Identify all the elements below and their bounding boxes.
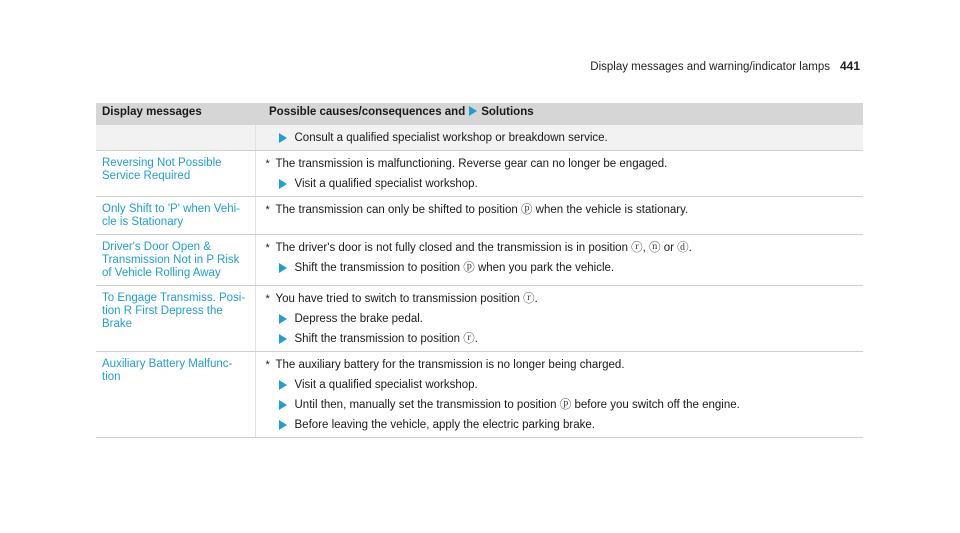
- solution-arrow-icon: [279, 312, 295, 326]
- solution-arrow-icon: [279, 131, 295, 145]
- causes-solutions-cell: [255, 125, 863, 151]
- arrow-glyph: [279, 420, 287, 430]
- causes-solutions-cell: [255, 197, 863, 235]
- solution-line: [266, 398, 858, 412]
- solution-arrow-icon: [279, 177, 295, 191]
- solution-line: [266, 177, 858, 191]
- table-header-row: [96, 103, 863, 125]
- display-message-text: Auxiliary Battery Malfunc-tion: [102, 358, 233, 383]
- table-body: [96, 125, 863, 438]
- cause-marker: *: [265, 242, 270, 254]
- column-header-causes-solutions: [255, 103, 863, 125]
- cause-line: [266, 157, 858, 171]
- causes-solutions-cell: [255, 235, 863, 286]
- cause-line: [266, 241, 858, 255]
- cause-line: [266, 203, 858, 217]
- solution-text: Shift the transmission to position ⓡ.: [294, 333, 478, 345]
- cause-marker: *: [265, 293, 270, 305]
- table-row: [96, 352, 863, 438]
- solution-arrow-icon: [279, 378, 295, 392]
- message-cell: [96, 151, 255, 197]
- solution-text: Depress the brake pedal.: [294, 313, 423, 325]
- arrow-glyph: [279, 263, 287, 273]
- display-message-text: Reversing Not Possible Service Required: [102, 157, 222, 182]
- column-header-prefix: Possible causes/consequences and: [269, 106, 466, 118]
- cause-marker: *: [265, 158, 270, 170]
- solution-line: [266, 418, 858, 432]
- display-messages-table: [96, 103, 863, 438]
- table-row: [96, 235, 863, 286]
- table-row: [96, 125, 863, 151]
- arrow-glyph: [279, 314, 287, 324]
- table-row: [96, 286, 863, 352]
- arrow-glyph: [279, 400, 287, 410]
- solution-line: [266, 378, 858, 392]
- solution-text: Consult a qualified specialist workshop or breakdown service.: [294, 132, 608, 144]
- table-row: [96, 197, 863, 235]
- causes-solutions-cell: [255, 151, 863, 197]
- page-number: 441: [839, 59, 860, 73]
- display-message-text: Driver's Door Open & Transmission Not in P Risk of Vehicle Rolling Away: [102, 241, 240, 279]
- page-header: [590, 59, 860, 73]
- message-cell: [96, 125, 255, 151]
- solution-line: [266, 131, 858, 145]
- cause-text: The transmission is malfunctioning. Reverse gear can no longer be engaged.: [275, 158, 668, 170]
- solution-text: Before leaving the vehicle, apply the electric parking brake.: [294, 419, 595, 431]
- cause-text: The driver's door is not fully closed and the transmission is in position ⓡ, ⓝ or ⓓ.: [275, 242, 692, 254]
- solution-arrow-icon: [279, 418, 295, 432]
- solution-arrow-icon: [469, 106, 477, 116]
- column-header-suffix: Solutions: [481, 106, 534, 118]
- cause-line: [266, 358, 858, 372]
- causes-solutions-cell: [255, 352, 863, 438]
- table-row: [96, 151, 863, 197]
- message-cell: [96, 235, 255, 286]
- solution-text: Visit a qualified specialist workshop.: [294, 379, 478, 391]
- arrow-glyph: [279, 380, 287, 390]
- column-header-display-messages: Display messages: [96, 103, 255, 125]
- cause-text: The auxiliary battery for the transmission is no longer being charged.: [275, 359, 625, 371]
- display-message-text: Only Shift to 'P' when Vehi-cle is Stationary: [102, 203, 240, 228]
- message-cell: [96, 286, 255, 352]
- solution-text: Shift the transmission to position ⓟ when you park the vehicle.: [294, 262, 615, 274]
- causes-solutions-cell: [255, 286, 863, 352]
- message-cell: [96, 352, 255, 438]
- message-cell: [96, 197, 255, 235]
- solution-arrow-icon: [279, 261, 295, 275]
- arrow-glyph: [279, 179, 287, 189]
- solution-arrow-icon: [279, 332, 295, 346]
- solution-arrow-icon: [279, 398, 295, 412]
- section-title: Display messages and warning/indicator lamps: [590, 61, 830, 73]
- cause-line: [266, 292, 858, 306]
- cause-marker: *: [265, 204, 270, 216]
- solution-line: [266, 332, 858, 346]
- cause-text: The transmission can only be shifted to position ⓟ when the vehicle is stationary.: [275, 204, 689, 216]
- solution-text: Visit a qualified specialist workshop.: [294, 178, 478, 190]
- cause-marker: *: [265, 359, 270, 371]
- solution-line: [266, 312, 858, 326]
- display-message-text: To Engage Transmiss. Posi-tion R First Depress the Brake: [102, 292, 246, 330]
- solution-text: Until then, manually set the transmission to position ⓟ before you switch off the engine.: [294, 399, 740, 411]
- arrow-glyph: [279, 133, 287, 143]
- solution-line: [266, 261, 858, 275]
- cause-text: You have tried to switch to transmission position ⓡ.: [275, 293, 538, 305]
- arrow-glyph: [279, 334, 287, 344]
